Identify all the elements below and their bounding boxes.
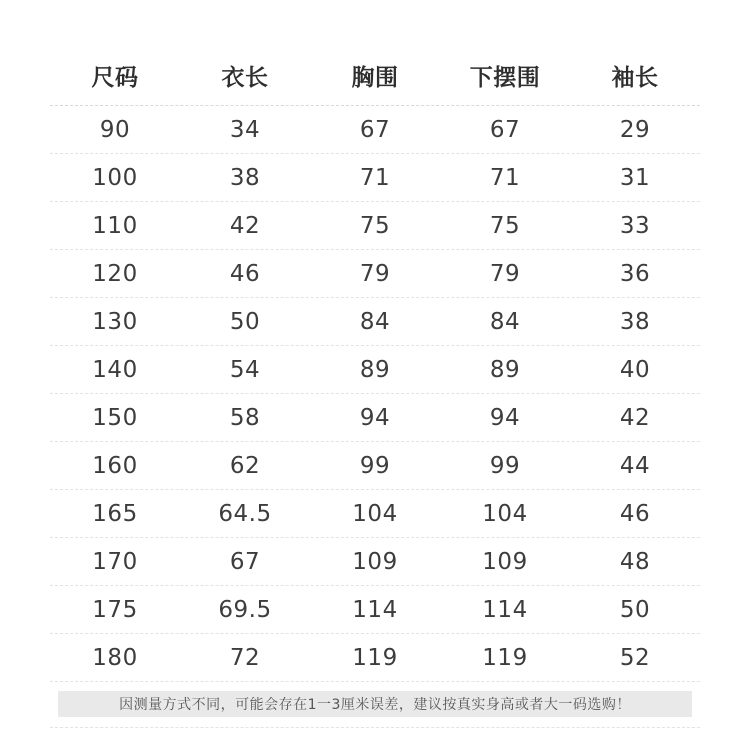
cell-sleeve: 44 [619,452,651,479]
cell-chest: 119 [352,644,398,671]
cell-chest: 79 [359,260,391,287]
cell-hem: 119 [482,644,528,671]
table-header-row [50,46,700,106]
table-row [50,634,700,682]
cell-size: 120 [92,260,138,287]
cell-length: 72 [229,644,261,671]
cell-chest: 75 [359,212,391,239]
cell-hem: 94 [489,404,521,431]
table-row [50,346,700,394]
cell-length: 69.5 [218,596,272,623]
cell-length: 38 [229,164,261,191]
cell-size: 130 [92,308,138,335]
cell-hem: 99 [489,452,521,479]
cell-sleeve: 48 [619,548,651,575]
table-row [50,490,700,538]
cell-length: 50 [229,308,261,335]
cell-size: 175 [92,596,138,623]
cell-size: 100 [92,164,138,191]
header-size: 尺码 [91,65,139,91]
cell-sleeve: 38 [619,308,651,335]
cell-chest: 99 [359,452,391,479]
cell-size: 140 [92,356,138,383]
cell-sleeve: 52 [619,644,651,671]
cell-hem: 89 [489,356,521,383]
cell-length: 64.5 [218,500,272,527]
cell-length: 34 [229,116,261,143]
cell-sleeve: 50 [619,596,651,623]
cell-sleeve: 40 [619,356,651,383]
measurement-note-text: 因测量方式不同，可能会存在1一3厘米误差，建议按真实身高或者大一码选购！ [119,697,631,713]
cell-hem: 67 [489,116,521,143]
cell-chest: 104 [352,500,398,527]
cell-size: 170 [92,548,138,575]
table-row [50,442,700,490]
cell-chest: 67 [359,116,391,143]
cell-hem: 79 [489,260,521,287]
header-length: 衣长 [221,65,269,91]
cell-sleeve: 46 [619,500,651,527]
table-row [50,154,700,202]
cell-size: 160 [92,452,138,479]
cell-size: 90 [99,116,131,143]
cell-length: 54 [229,356,261,383]
cell-chest: 94 [359,404,391,431]
cell-length: 42 [229,212,261,239]
cell-chest: 89 [359,356,391,383]
cell-chest: 109 [352,548,398,575]
cell-sleeve: 42 [619,404,651,431]
cell-length: 67 [229,548,261,575]
measurement-note-banner [58,691,692,717]
cell-hem: 75 [489,212,521,239]
cell-hem: 84 [489,308,521,335]
cell-size: 110 [92,212,138,239]
table-row [50,202,700,250]
table-row [50,538,700,586]
cell-hem: 71 [489,164,521,191]
cell-sleeve: 33 [619,212,651,239]
cell-size: 165 [92,500,138,527]
table-row [50,298,700,346]
cell-sleeve: 36 [619,260,651,287]
cell-hem: 109 [482,548,528,575]
table-row [50,106,700,154]
cell-chest: 71 [359,164,391,191]
cell-length: 46 [229,260,261,287]
size-chart-table [50,46,700,682]
cell-hem: 114 [482,596,528,623]
cell-hem: 104 [482,500,528,527]
cell-size: 150 [92,404,138,431]
table-row [50,250,700,298]
cell-sleeve: 29 [619,116,651,143]
bottom-divider [50,727,700,728]
cell-size: 180 [92,644,138,671]
cell-chest: 114 [352,596,398,623]
header-sleeve: 袖长 [611,65,659,91]
cell-chest: 84 [359,308,391,335]
cell-length: 58 [229,404,261,431]
cell-length: 62 [229,452,261,479]
header-hem: 下摆围 [469,65,541,91]
header-chest: 胸围 [351,65,399,91]
table-row [50,394,700,442]
cell-sleeve: 31 [619,164,651,191]
table-row [50,586,700,634]
